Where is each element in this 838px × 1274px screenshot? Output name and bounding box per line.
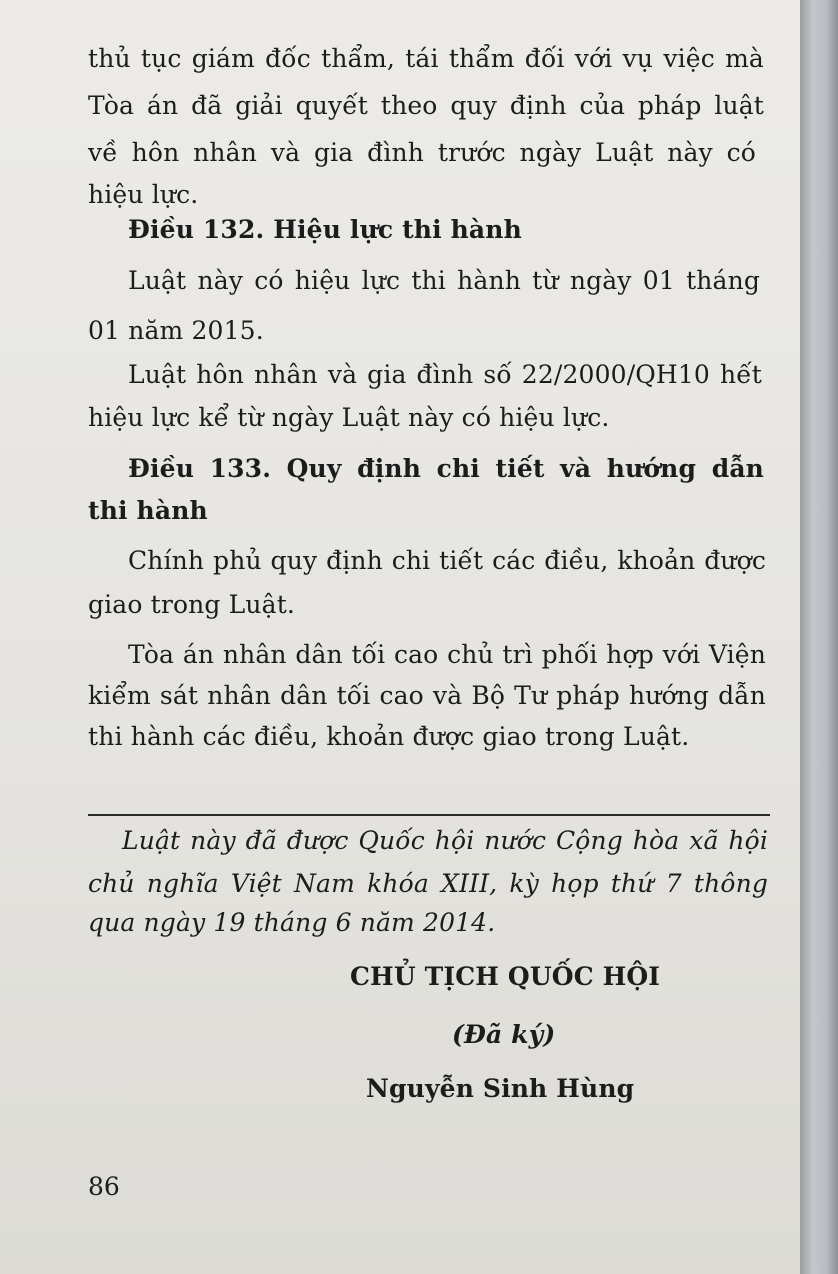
body-text-line: hiệu lực kể từ ngày Luật này có hiệu lực. [88, 403, 610, 432]
footnote-line: chủ nghĩa Việt Nam khóa XIII, kỳ họp thứ 7 thông [88, 869, 768, 898]
page-number: 86 [88, 1172, 120, 1201]
article-133-heading: Điều 133. Quy định chi tiết và hướng dẫn [128, 454, 764, 483]
body-text-line: Tòa án nhân dân tối cao chủ trì phối hợp với Viện [128, 640, 766, 669]
section-divider [88, 814, 770, 816]
signatory-name: Nguyễn Sinh Hùng [366, 1074, 635, 1103]
body-text-line: Chính phủ quy định chi tiết các điều, khoản được [128, 546, 766, 575]
body-text-line: Luật hôn nhân và gia đình số 22/2000/QH10 hết [128, 360, 762, 389]
book-page-edge [800, 0, 838, 1274]
body-text-line: giao trong Luật. [88, 590, 296, 619]
body-text-line: hiệu lực. [88, 180, 199, 209]
body-text-line: thủ tục giám đốc thẩm, tái thẩm đối với vụ việc mà [88, 44, 764, 73]
body-text-line: Tòa án đã giải quyết theo quy định của pháp luật [88, 91, 764, 120]
footnote-line: Luật này đã được Quốc hội nước Cộng hòa xã hội [122, 826, 768, 855]
signed-status: (Đã ký) [452, 1020, 556, 1049]
body-text-line: thi hành các điều, khoản được giao trong Luật. [88, 722, 690, 751]
article-132-heading: Điều 132. Hiệu lực thi hành [128, 215, 522, 244]
body-text-line: về hôn nhân và gia đình trước ngày Luật này có [88, 138, 756, 167]
body-text-line: 01 năm 2015. [88, 316, 264, 345]
footnote-line: qua ngày 19 tháng 6 năm 2014. [88, 908, 496, 937]
article-133-heading-cont: thi hành [88, 496, 208, 525]
body-text-line: Luật này có hiệu lực thi hành từ ngày 01 tháng [128, 266, 760, 295]
body-text-line: kiểm sát nhân dân tối cao và Bộ Tư pháp hướng dẫn [88, 681, 766, 710]
signatory-title: CHỦ TỊCH QUỐC HỘI [350, 962, 661, 991]
